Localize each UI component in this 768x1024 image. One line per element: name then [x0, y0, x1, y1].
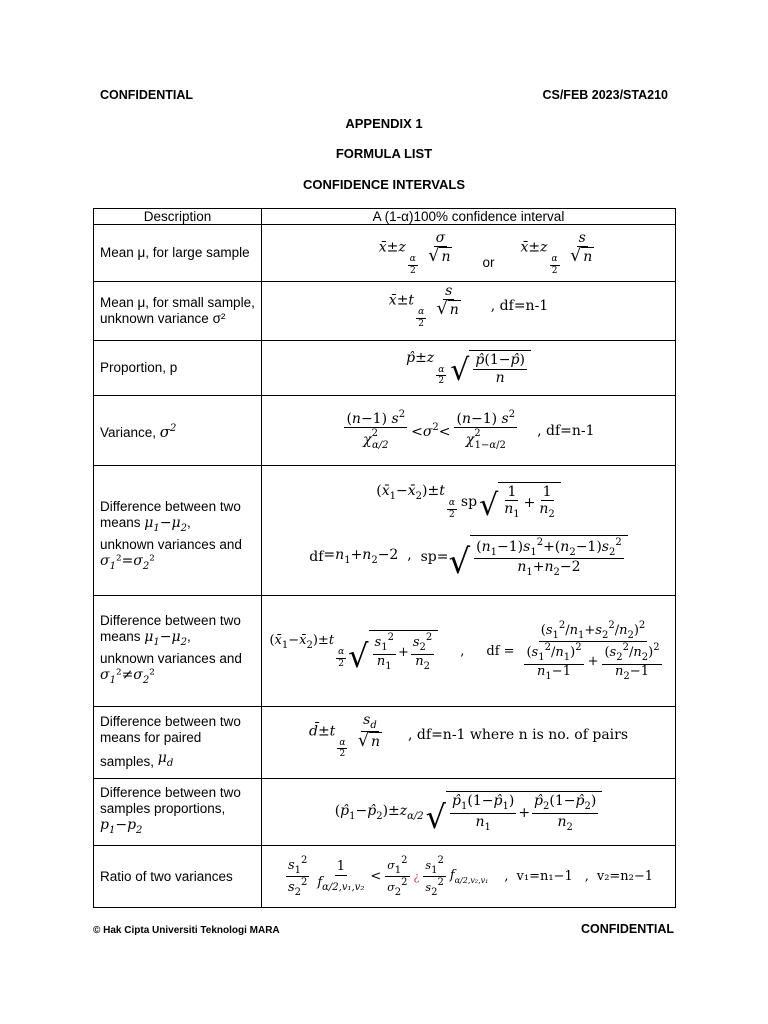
formula-mean-large-s: x̄±z $\frac{\alpha}{2}$ s √ n	[520, 229, 593, 276]
formula-diff-means-unequal-var: $(x̄_1-x̄_2)\pm t$ $\frac{\alpha}{2}$ √ $\frac{s_1^2}{n_1}$ + $\frac{s_2^2}{n_2}$ , df = $(s_1^2/n_1+s_2^2/n_2)^2$ $\frac{(s_1^2/n_1)^2}{n_1-1}$ + $\frac{(s_2^2/n_2)^2}{n_2-1}$	[269, 619, 660, 682]
formula-diff-proportions: $(p̂_1-p̂_2)\pm z_{\alpha/2}$ √ $\frac{p̂_1(1-p̂_1)}{n_1}$ + $\frac{p̂_2(1-p̂_2)}{n_2}$	[262, 791, 675, 833]
table-row	[94, 225, 676, 282]
header-course-code: CS/FEB 2023/STA210	[542, 88, 668, 102]
row-description: Difference between two means $\mu_1-\mu_2$, unknown variances and $\sigma_1^2\ne\sigma_2^2$	[94, 596, 262, 707]
formula-ratio-variances: $\frac{s_1^2}{s_2^2}$ $\frac{1}{f_{\alpha/2,v_1,v_2}}$ < $\frac{\sigma 12}{\sigma 22}$ ¿ $\frac{s12}{s22}$ $f_{\alpha/2,v_2,v_1}$ , v₁=n₁−1 , v₂=n₂−1	[287, 854, 654, 898]
v2-text: v₂=n₂−1	[596, 869, 654, 884]
column-header-description: Description	[94, 209, 262, 225]
table-row	[94, 341, 676, 396]
formula-cell	[262, 396, 676, 466]
formula-paired: d̄±t $\frac{\alpha}{2}$ $s_d$ √ n , df=n-1 where n is no. of pairs	[308, 711, 629, 760]
v1-text: v₁=n₁−1	[516, 869, 573, 884]
formula-cell	[262, 282, 676, 341]
row-description: Variance, $\sigma^2$	[94, 396, 262, 466]
row-description: Difference between two means for paired samples, $\mu_d$	[94, 707, 262, 779]
table-row	[94, 596, 676, 707]
formula-mean-large-sigma: x̄±z $\frac{\alpha}{2}$ σ √ n	[378, 229, 451, 276]
footer-confidential: CONFIDENTIAL	[580, 922, 674, 936]
row-description: Mean μ, for small sample, unknown variance σ²	[94, 282, 262, 341]
formula-df-sp: df $=n_1+n_2-2$ , sp = √ $\frac{(n_1-1)s_1^2+(n_2-1)s_2^2}{n_1+n_2-2}$	[309, 535, 627, 579]
row-description: Difference between two means $\mu_1-\mu_2$, unknown variances and $\sigma_1^2=\sigma_2^2$	[94, 466, 262, 596]
row-description: Difference between two samples proportions, $p_1-p_2$	[94, 779, 262, 846]
df-text: , df=n-1	[537, 422, 595, 439]
formula-proportion: p̂±z $\frac{\alpha}{2}$ √ $\frac{p̂(1-p̂)}{n}$	[262, 350, 675, 387]
row-description: Ratio of two variances	[94, 846, 262, 908]
table-row	[94, 846, 676, 908]
formula-variance: $\frac{(n-1) s^2}{\chi^2_{\alpha/2}}$ $<\sigma^2<$ $\frac{(n-1) s^2}{\chi^2_{1-\alpha/2}}$ , df=n-1	[346, 409, 595, 452]
or-text: or	[482, 254, 495, 270]
formula-cell	[262, 707, 676, 779]
formula-diff-means-equal-var: $(x̄_1-x̄_2)\pm t$ $\frac{\alpha}{2}$ sp √ $\frac{1}{n_1}$ + $\frac{1}{n_2}$	[376, 482, 561, 521]
appendix-title: APPENDIX 1	[345, 116, 423, 131]
formula-cell	[262, 846, 676, 908]
df-text: , df=n-1 where n is no. of pairs	[408, 727, 629, 744]
footer-copyright: © Hak Cipta Universiti Teknologi MARA	[93, 925, 280, 936]
formula-cell	[262, 466, 676, 596]
table-row	[94, 396, 676, 466]
formula-cell	[262, 779, 676, 846]
formula-cell	[262, 596, 676, 707]
header-confidential: CONFIDENTIAL	[100, 88, 194, 102]
section-title: CONFIDENCE INTERVALS	[302, 177, 466, 192]
formula-table	[93, 208, 676, 908]
table-row	[94, 707, 676, 779]
table-row	[94, 779, 676, 846]
formula-list-title: FORMULA LIST	[335, 146, 433, 161]
row-description: Proportion, p	[94, 341, 262, 396]
table-row	[94, 466, 676, 596]
formula-cell	[262, 341, 676, 396]
formula-cell	[262, 225, 676, 282]
row-description: Mean μ, for large sample	[94, 225, 262, 282]
column-header-interval: A (1-α)100% confidence interval	[262, 209, 676, 225]
variance-label: Variance,	[100, 424, 160, 440]
formula-mean-small: x̄±t $\frac{\alpha}{2}$ s √ n	[388, 282, 459, 329]
table-row	[94, 282, 676, 341]
df-text: , df=n-1	[490, 298, 549, 314]
